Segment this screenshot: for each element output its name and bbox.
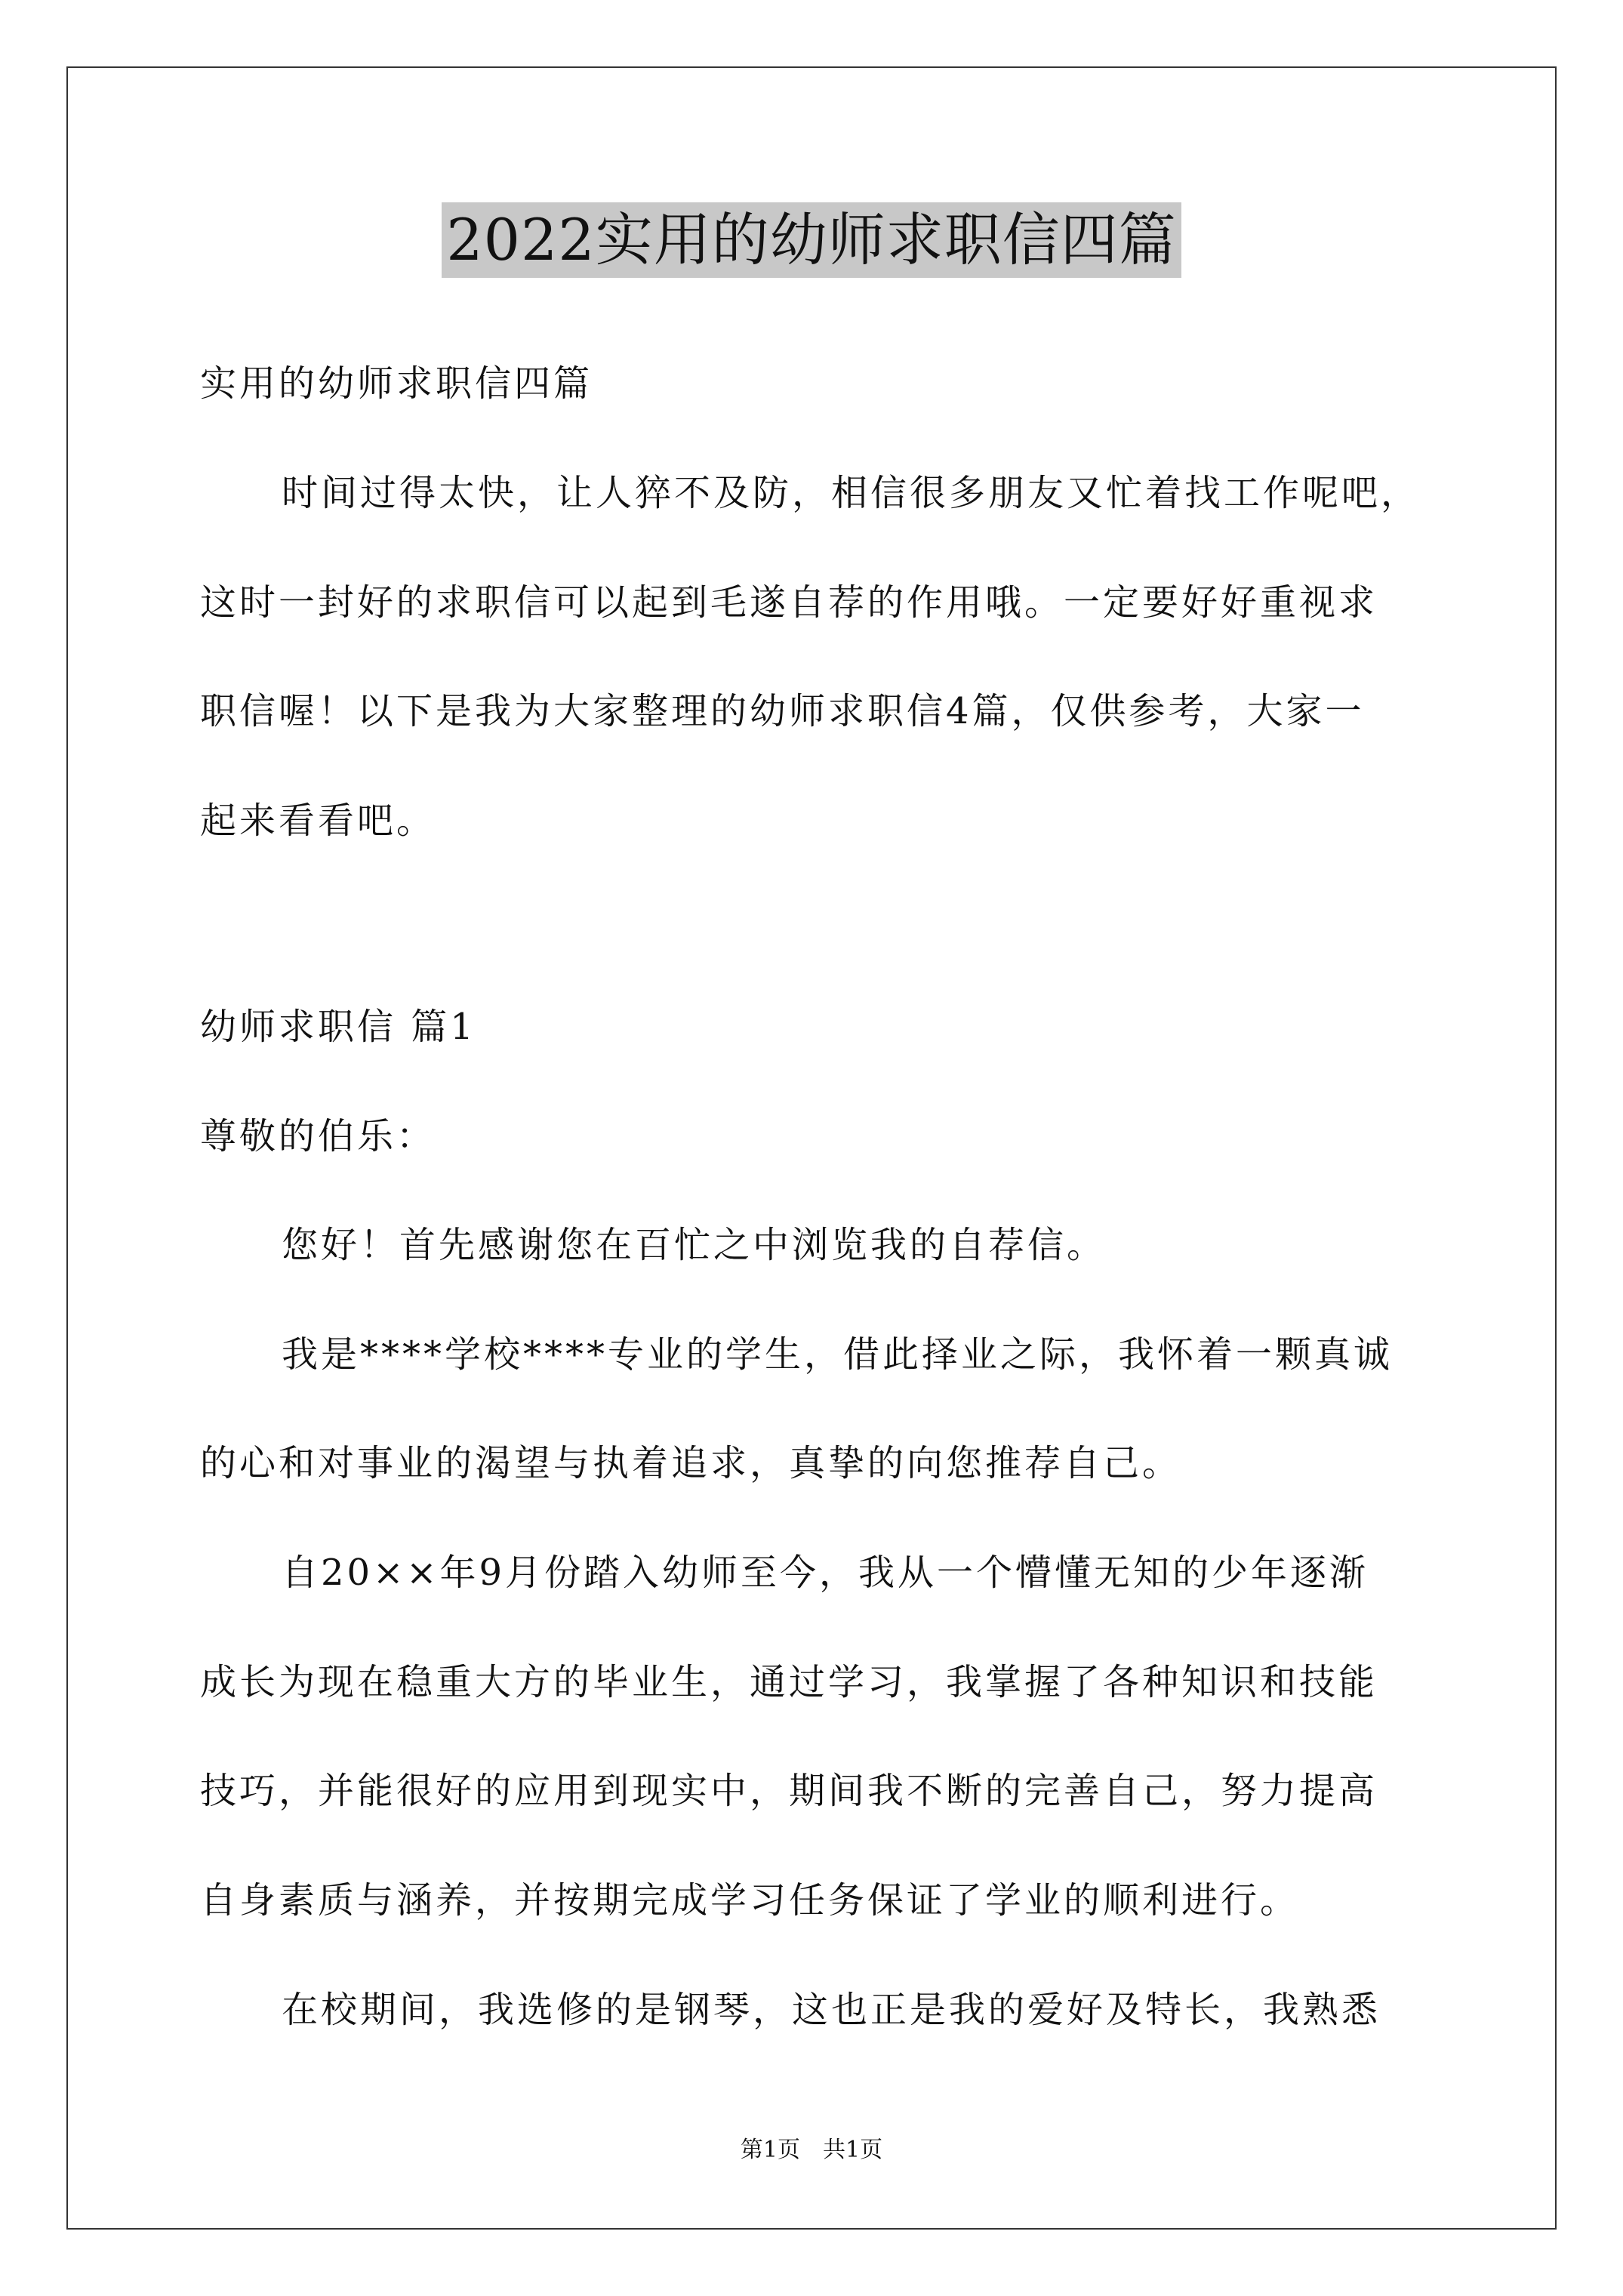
body-line: 我是****学校****专业的学生，借此择业之际，我怀着一颗真诚	[282, 1333, 1394, 1376]
body-line: 您好！首先感谢您在百忙之中浏览我的自荐信。	[282, 1224, 1107, 1266]
body-line: 在校期间，我选修的是钢琴，这也正是我的爱好及特长，我熟悉	[282, 1989, 1381, 2031]
section-heading: 幼师求职信 篇1	[200, 1006, 476, 1048]
body-line: 技巧，并能很好的应用到现实中，期间我不断的完善自己，努力提高	[200, 1770, 1378, 1812]
title-block	[0, 202, 1623, 278]
intro-line: 时间过得太快，让人猝不及防，相信很多朋友又忙着找工作呢吧，	[282, 472, 1421, 514]
intro-line: 这时一封好的求职信可以起到毛遂自荐的作用哦。一定要好好重视求	[200, 581, 1378, 624]
body-line: 自身素质与涵养，并按期完成学习任务保证了学业的顺利进行。	[200, 1879, 1300, 1922]
document-subtitle: 实用的幼师求职信四篇	[200, 362, 593, 405]
body-line: 的心和对事业的渴望与执着追求，真挚的向您推荐自己。	[200, 1442, 1182, 1484]
page-footer: 第1页 共1页	[740, 2137, 883, 2163]
body-line: 自20××年9月份踏入幼师至今，我从一个懵懂无知的少年逐渐	[282, 1552, 1369, 1594]
document-title: 2022实用的幼师求职信四篇	[442, 202, 1181, 278]
salutation: 尊敬的伯乐：	[200, 1115, 436, 1157]
intro-line: 起来看看吧。	[200, 800, 436, 842]
body-line: 成长为现在稳重大方的毕业生，通过学习，我掌握了各种知识和技能	[200, 1661, 1378, 1703]
intro-line: 职信喔！以下是我为大家整理的幼师求职信4篇，仅供参考，大家一	[200, 690, 1365, 732]
